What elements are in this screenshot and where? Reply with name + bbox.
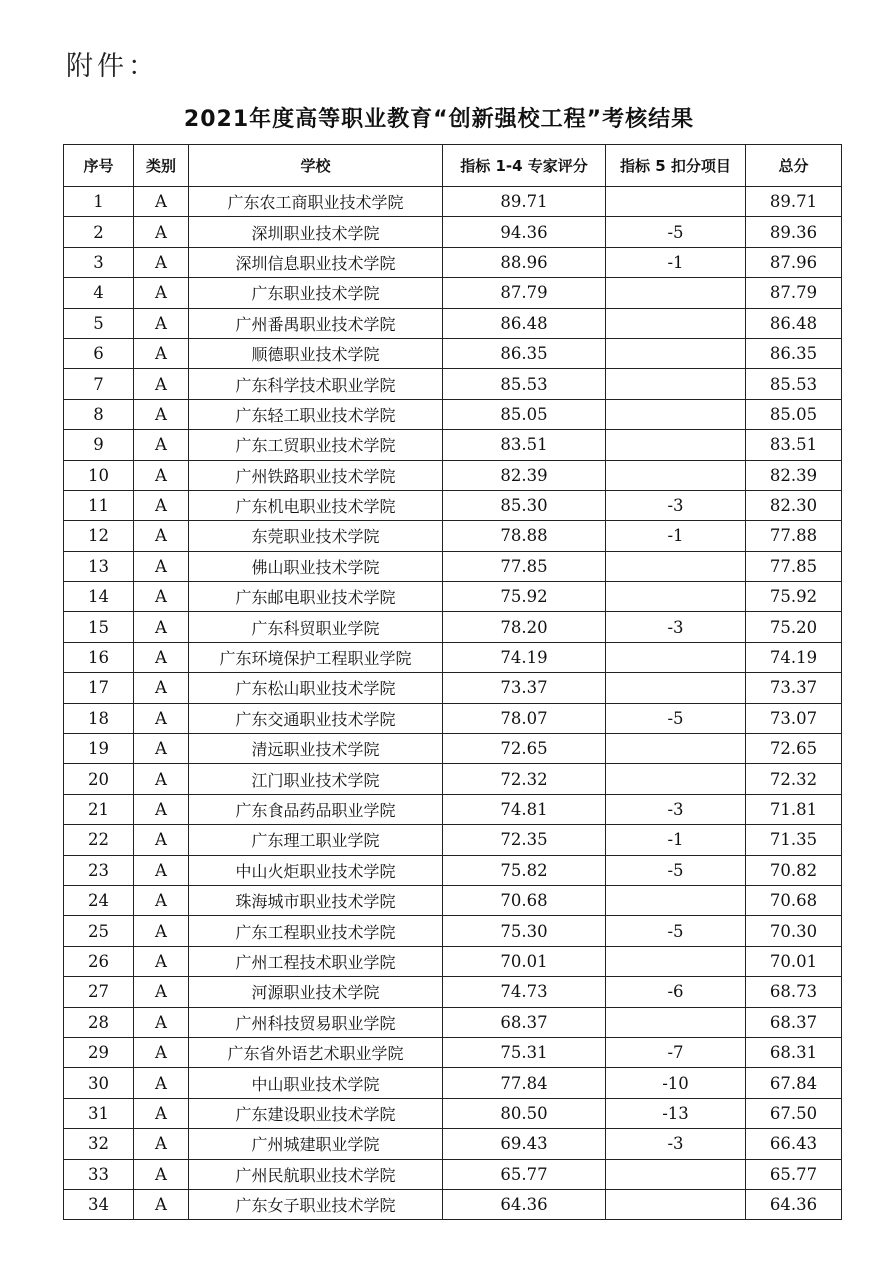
table-row [64,946,842,976]
table-row [64,338,842,368]
table-row [64,1037,842,1067]
cell-expert-score: 80.50 [443,1098,606,1128]
cell-category: A [134,794,189,824]
cell-number: 28 [64,1007,134,1037]
cell-number: 8 [64,399,134,429]
cell-category: A [134,946,189,976]
cell-deduction [606,278,746,308]
cell-deduction [606,1189,746,1219]
cell-total: 89.71 [746,187,842,217]
table-body [64,187,842,1220]
cell-total: 86.35 [746,338,842,368]
table-row [64,399,842,429]
cell-number: 33 [64,1159,134,1189]
cell-expert-score: 85.05 [443,399,606,429]
cell-deduction [606,1007,746,1037]
cell-category: A [134,1037,189,1067]
table-row [64,430,842,460]
cell-expert-score: 85.30 [443,490,606,520]
cell-school: 广东机电职业技术学院 [189,490,443,520]
cell-category: A [134,703,189,733]
cell-expert-score: 64.36 [443,1189,606,1219]
cell-deduction: -3 [606,1129,746,1159]
header-number: 序号 [64,145,134,187]
cell-expert-score: 70.01 [443,946,606,976]
cell-number: 3 [64,247,134,277]
table-row [64,855,842,885]
table-row [64,247,842,277]
table-row [64,217,842,247]
cell-deduction: -1 [606,521,746,551]
cell-total: 73.07 [746,703,842,733]
cell-school: 广东建设职业技术学院 [189,1098,443,1128]
cell-deduction [606,885,746,915]
cell-expert-score: 82.39 [443,460,606,490]
cell-number: 17 [64,673,134,703]
cell-total: 68.37 [746,1007,842,1037]
cell-deduction [606,673,746,703]
cell-deduction: -5 [606,217,746,247]
cell-number: 27 [64,977,134,1007]
table-row [64,642,842,672]
cell-school: 广东邮电职业技术学院 [189,582,443,612]
cell-school: 广州铁路职业技术学院 [189,460,443,490]
table-row [64,825,842,855]
header-total: 总分 [746,145,842,187]
cell-deduction: -5 [606,855,746,885]
table-row [64,490,842,520]
cell-school: 珠海城市职业技术学院 [189,885,443,915]
cell-expert-score: 77.85 [443,551,606,581]
table-row [64,582,842,612]
cell-expert-score: 86.35 [443,338,606,368]
cell-deduction: -6 [606,977,746,1007]
cell-total: 87.96 [746,247,842,277]
table-row [64,1189,842,1219]
cell-deduction: -3 [606,612,746,642]
cell-school: 广东食品药品职业学院 [189,794,443,824]
cell-category: A [134,1068,189,1098]
cell-school: 广东交通职业技术学院 [189,703,443,733]
attachment-label: 附件： [66,51,159,82]
cell-number: 18 [64,703,134,733]
cell-number: 20 [64,764,134,794]
cell-number: 9 [64,430,134,460]
cell-school: 东莞职业技术学院 [189,521,443,551]
cell-expert-score: 83.51 [443,430,606,460]
cell-number: 16 [64,642,134,672]
cell-deduction [606,308,746,338]
cell-category: A [134,642,189,672]
cell-total: 85.53 [746,369,842,399]
cell-expert-score: 72.65 [443,734,606,764]
cell-deduction [606,642,746,672]
cell-category: A [134,1007,189,1037]
cell-total: 82.30 [746,490,842,520]
cell-expert-score: 77.84 [443,1068,606,1098]
cell-deduction [606,338,746,368]
cell-deduction [606,430,746,460]
cell-deduction: -3 [606,794,746,824]
cell-category: A [134,1098,189,1128]
cell-total: 67.84 [746,1068,842,1098]
cell-total: 85.05 [746,399,842,429]
cell-category: A [134,217,189,247]
cell-expert-score: 78.07 [443,703,606,733]
table-row [64,885,842,915]
table-row [64,977,842,1007]
cell-number: 7 [64,369,134,399]
cell-school: 清远职业技术学院 [189,734,443,764]
cell-category: A [134,430,189,460]
cell-school: 广州城建职业学院 [189,1129,443,1159]
cell-number: 6 [64,338,134,368]
cell-expert-score: 69.43 [443,1129,606,1159]
cell-number: 10 [64,460,134,490]
cell-number: 12 [64,521,134,551]
cell-deduction [606,460,746,490]
cell-school: 广东科贸职业学院 [189,612,443,642]
cell-total: 82.39 [746,460,842,490]
cell-school: 广东省外语艺术职业学院 [189,1037,443,1067]
cell-number: 31 [64,1098,134,1128]
cell-expert-score: 68.37 [443,1007,606,1037]
cell-expert-score: 65.77 [443,1159,606,1189]
cell-expert-score: 74.73 [443,977,606,1007]
cell-school: 广东农工商职业技术学院 [189,187,443,217]
cell-number: 14 [64,582,134,612]
cell-expert-score: 72.35 [443,825,606,855]
cell-number: 32 [64,1129,134,1159]
cell-school: 广东工贸职业技术学院 [189,430,443,460]
cell-deduction: -3 [606,490,746,520]
cell-category: A [134,1159,189,1189]
cell-expert-score: 75.31 [443,1037,606,1067]
cell-number: 2 [64,217,134,247]
table-row [64,278,842,308]
cell-school: 广州科技贸易职业学院 [189,1007,443,1037]
cell-total: 72.65 [746,734,842,764]
cell-school: 广东轻工职业技术学院 [189,399,443,429]
cell-total: 68.31 [746,1037,842,1067]
cell-category: A [134,187,189,217]
header-school: 学校 [189,145,443,187]
table-row [64,1159,842,1189]
cell-expert-score: 85.53 [443,369,606,399]
cell-school: 中山职业技术学院 [189,1068,443,1098]
cell-number: 5 [64,308,134,338]
table-row [64,521,842,551]
cell-total: 73.37 [746,673,842,703]
cell-number: 21 [64,794,134,824]
cell-deduction [606,551,746,581]
cell-expert-score: 88.96 [443,247,606,277]
header-expert-score: 指标 1-4 专家评分 [443,145,606,187]
table-row [64,460,842,490]
cell-expert-score: 78.88 [443,521,606,551]
cell-category: A [134,582,189,612]
table-header-row [64,145,842,187]
cell-number: 25 [64,916,134,946]
cell-number: 30 [64,1068,134,1098]
cell-expert-score: 72.32 [443,764,606,794]
cell-deduction: -1 [606,247,746,277]
cell-deduction [606,582,746,612]
document-title: 2021年度高等职业教育“创新强校工程”考核结果 [183,107,695,132]
cell-number: 26 [64,946,134,976]
cell-number: 22 [64,825,134,855]
cell-school: 广州民航职业技术学院 [189,1159,443,1189]
cell-total: 71.35 [746,825,842,855]
cell-total: 86.48 [746,308,842,338]
cell-category: A [134,885,189,915]
cell-school: 广东环境保护工程职业学院 [189,642,443,672]
cell-category: A [134,1189,189,1219]
cell-deduction [606,369,746,399]
cell-number: 23 [64,855,134,885]
cell-total: 64.36 [746,1189,842,1219]
cell-school: 广东理工职业学院 [189,825,443,855]
cell-number: 19 [64,734,134,764]
table-row [64,1098,842,1128]
cell-expert-score: 86.48 [443,308,606,338]
cell-category: A [134,673,189,703]
table-row [64,1007,842,1037]
table-row [64,703,842,733]
table-row [64,551,842,581]
cell-number: 1 [64,187,134,217]
cell-category: A [134,977,189,1007]
cell-expert-score: 74.81 [443,794,606,824]
cell-deduction: -5 [606,916,746,946]
cell-category: A [134,278,189,308]
cell-deduction [606,764,746,794]
header-deduction: 指标 5 扣分项目 [606,145,746,187]
cell-school: 广州番禺职业技术学院 [189,308,443,338]
cell-category: A [134,308,189,338]
cell-expert-score: 70.68 [443,885,606,915]
cell-school: 顺德职业技术学院 [189,338,443,368]
cell-total: 71.81 [746,794,842,824]
cell-total: 83.51 [746,430,842,460]
table-row [64,764,842,794]
cell-total: 74.19 [746,642,842,672]
cell-number: 24 [64,885,134,915]
cell-total: 70.01 [746,946,842,976]
cell-total: 67.50 [746,1098,842,1128]
table-row [64,734,842,764]
cell-category: A [134,399,189,429]
cell-total: 70.82 [746,855,842,885]
cell-school: 深圳职业技术学院 [189,217,443,247]
cell-school: 广东工程职业技术学院 [189,916,443,946]
cell-expert-score: 75.82 [443,855,606,885]
cell-deduction [606,399,746,429]
cell-deduction: -5 [606,703,746,733]
cell-school: 深圳信息职业技术学院 [189,247,443,277]
cell-total: 72.32 [746,764,842,794]
cell-total: 87.79 [746,278,842,308]
table-row [64,1129,842,1159]
cell-category: A [134,916,189,946]
cell-total: 66.43 [746,1129,842,1159]
table-row [64,916,842,946]
cell-category: A [134,460,189,490]
cell-expert-score: 75.92 [443,582,606,612]
cell-deduction: -1 [606,825,746,855]
cell-deduction: -10 [606,1068,746,1098]
cell-expert-score: 74.19 [443,642,606,672]
cell-expert-score: 73.37 [443,673,606,703]
table-row [64,187,842,217]
table-row [64,369,842,399]
cell-expert-score: 89.71 [443,187,606,217]
cell-category: A [134,1129,189,1159]
cell-total: 89.36 [746,217,842,247]
table-row [64,1068,842,1098]
table-row [64,673,842,703]
cell-school: 广东职业技术学院 [189,278,443,308]
cell-school: 广东科学技术职业学院 [189,369,443,399]
header-category: 类别 [134,145,189,187]
cell-deduction: -7 [606,1037,746,1067]
cell-deduction [606,1159,746,1189]
cell-number: 34 [64,1189,134,1219]
cell-school: 广东松山职业技术学院 [189,673,443,703]
table-row [64,794,842,824]
cell-total: 75.20 [746,612,842,642]
cell-total: 75.92 [746,582,842,612]
cell-number: 13 [64,551,134,581]
cell-total: 77.85 [746,551,842,581]
cell-deduction [606,734,746,764]
cell-total: 70.30 [746,916,842,946]
cell-category: A [134,855,189,885]
cell-category: A [134,490,189,520]
cell-expert-score: 94.36 [443,217,606,247]
cell-category: A [134,338,189,368]
cell-school: 广东女子职业技术学院 [189,1189,443,1219]
cell-school: 中山火炬职业技术学院 [189,855,443,885]
cell-deduction: -13 [606,1098,746,1128]
cell-total: 65.77 [746,1159,842,1189]
cell-category: A [134,369,189,399]
cell-number: 11 [64,490,134,520]
cell-number: 29 [64,1037,134,1067]
cell-deduction [606,946,746,976]
cell-total: 70.68 [746,885,842,915]
table-row [64,612,842,642]
cell-category: A [134,521,189,551]
cell-category: A [134,825,189,855]
cell-category: A [134,247,189,277]
cell-total: 68.73 [746,977,842,1007]
cell-expert-score: 87.79 [443,278,606,308]
cell-number: 4 [64,278,134,308]
cell-expert-score: 75.30 [443,916,606,946]
cell-total: 77.88 [746,521,842,551]
cell-school: 河源职业技术学院 [189,977,443,1007]
cell-category: A [134,734,189,764]
cell-school: 江门职业技术学院 [189,764,443,794]
cell-category: A [134,612,189,642]
results-table [63,144,842,1220]
cell-category: A [134,551,189,581]
cell-category: A [134,764,189,794]
cell-school: 广州工程技术职业学院 [189,946,443,976]
cell-number: 15 [64,612,134,642]
cell-deduction [606,187,746,217]
table-row [64,308,842,338]
cell-expert-score: 78.20 [443,612,606,642]
cell-school: 佛山职业技术学院 [189,551,443,581]
